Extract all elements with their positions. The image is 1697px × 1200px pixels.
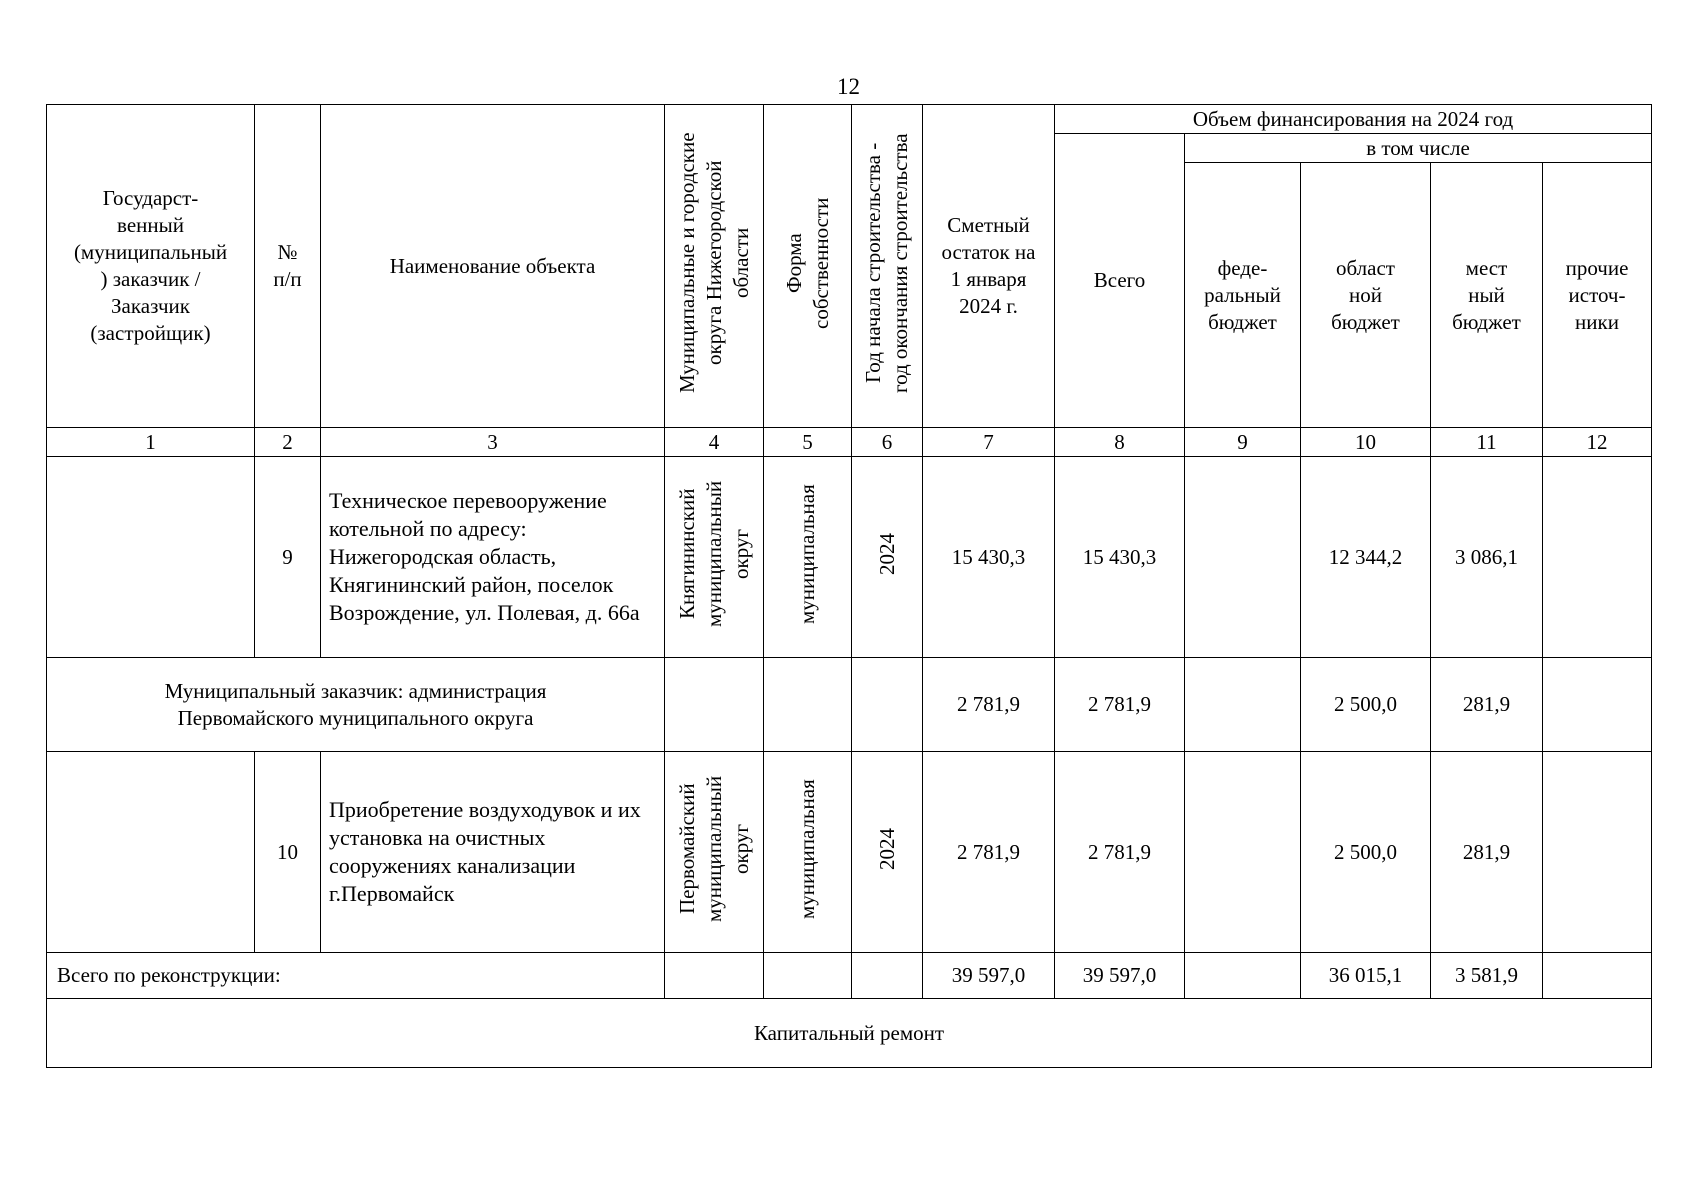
col-number: 3 [321,428,665,457]
federal [1185,457,1301,658]
header-including: в том числе [1185,134,1652,163]
header-balance: Сметный остаток на 1 января 2024 г. [923,105,1055,428]
table-row [47,752,1652,953]
local: 3 086,1 [1431,457,1543,658]
row-number: 9 [255,457,321,658]
header-number: № п/п [255,105,321,428]
balance: 2 781,9 [923,658,1055,752]
col-number: 11 [1431,428,1543,457]
col-number: 5 [764,428,852,457]
page-number: 12 [837,74,860,99]
total: 2 781,9 [1055,752,1185,953]
balance: 39 597,0 [923,953,1055,999]
header-years: Год начала строительства - год окончания строительства [852,105,923,428]
header-other: прочие источ- ники [1543,163,1652,428]
customer-row [47,658,1652,752]
header-object-name: Наименование объекта [321,105,665,428]
local: 3 581,9 [1431,953,1543,999]
header-customer: Государст- венный (муниципальный ) заказчик / Заказчик (застройщик) [47,105,255,428]
header-total: Всего [1055,134,1185,428]
total: 2 781,9 [1055,658,1185,752]
year [852,658,923,752]
balance: 15 430,3 [923,457,1055,658]
other [1543,953,1652,999]
col-number: 8 [1055,428,1185,457]
column-numbers-row [47,428,1652,457]
table-row [47,457,1652,658]
local: 281,9 [1431,752,1543,953]
balance: 2 781,9 [923,752,1055,953]
district [665,953,764,999]
col-number: 10 [1301,428,1431,457]
federal [1185,658,1301,752]
federal [1185,953,1301,999]
section-row [47,999,1652,1068]
col-number: 9 [1185,428,1301,457]
col-number: 1 [47,428,255,457]
customer-label: Муниципальный заказчик: администрация Первомайского муниципального округа [47,658,665,752]
header-district: Муниципальные и городские округа Нижегородской области [665,105,764,428]
section-title: Капитальный ремонт [47,999,1652,1068]
col-number: 7 [923,428,1055,457]
financing-table [46,104,1652,1068]
object-name: Приобретение воздуходувок и их установка на очистных сооружениях канализации г.Первомайск [321,752,665,953]
regional: 2 500,0 [1301,752,1431,953]
header-ownership: Форма собственности [764,105,852,428]
ownership [764,953,852,999]
regional: 2 500,0 [1301,658,1431,752]
local: 281,9 [1431,658,1543,752]
customer-cell [47,752,255,953]
ownership [764,658,852,752]
district: Первомайский муниципальный округ [665,752,764,953]
year [852,953,923,999]
header-regional: област ной бюджет [1301,163,1431,428]
col-number: 2 [255,428,321,457]
customer-cell [47,457,255,658]
ownership: муниципальная [764,752,852,953]
header-funding-title: Объем финансирования на 2024 год [1055,105,1652,134]
row-number: 10 [255,752,321,953]
other [1543,658,1652,752]
object-name: Техническое перевооружение котельной по адресу: Нижегородская область, Княгининский район, поселок Возрождение, ул. Полевая, д. 66а [321,457,665,658]
other [1543,457,1652,658]
regional: 36 015,1 [1301,953,1431,999]
regional: 12 344,2 [1301,457,1431,658]
col-number: 4 [665,428,764,457]
district: Княгининский муниципальный округ [665,457,764,658]
col-number: 6 [852,428,923,457]
header-federal: феде- ральный бюджет [1185,163,1301,428]
district [665,658,764,752]
ownership: муниципальная [764,457,852,658]
other [1543,752,1652,953]
year: 2024 [852,752,923,953]
total-row [47,953,1652,999]
total: 15 430,3 [1055,457,1185,658]
total-label: Всего по реконструкции: [47,953,665,999]
federal [1185,752,1301,953]
header-local: мест ный бюджет [1431,163,1543,428]
total: 39 597,0 [1055,953,1185,999]
year: 2024 [852,457,923,658]
col-number: 12 [1543,428,1652,457]
